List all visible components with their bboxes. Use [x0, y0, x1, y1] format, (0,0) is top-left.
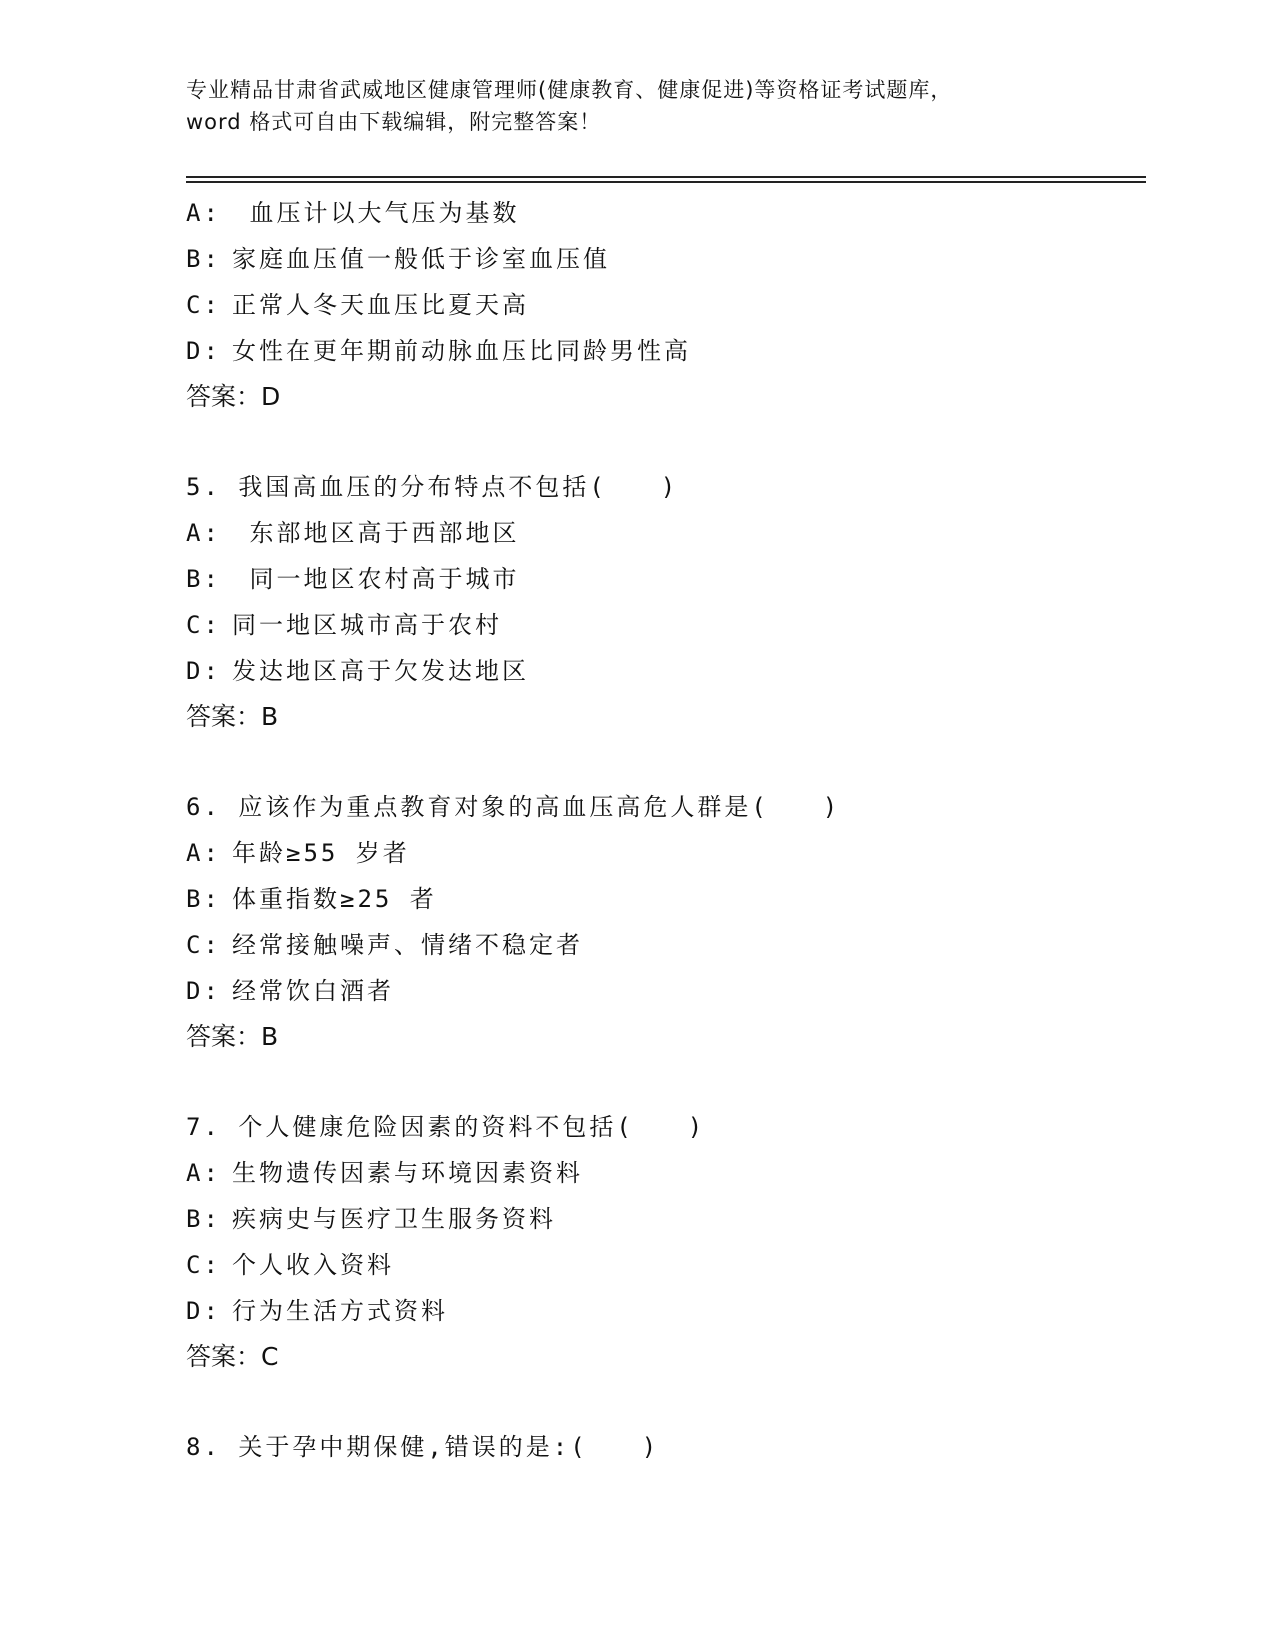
question-block-7 [186, 1104, 1146, 1380]
option-d [186, 328, 1146, 374]
option-text: 体重指数≥25 者 [232, 885, 437, 913]
option-a [186, 1150, 1146, 1196]
option-d [186, 1288, 1146, 1334]
header-divider-bottom [186, 181, 1146, 183]
spacer [186, 1060, 1146, 1104]
question-list [186, 190, 1146, 1470]
option-text: 正常人冬天血压比夏天高 [232, 291, 529, 319]
option-text: 发达地区高于欠发达地区 [232, 657, 529, 685]
option-text: 行为生活方式资料 [232, 1297, 448, 1325]
option-label: A: [186, 199, 221, 227]
question-stem: 5. 我国高血压的分布特点不包括( ) [186, 473, 679, 501]
option-label: A: [186, 519, 221, 547]
option-text: 同一地区城市高于农村 [232, 611, 502, 639]
option-label: A: [186, 1159, 221, 1187]
option-text: 同一地区农村高于城市 [232, 565, 520, 593]
option-b [186, 556, 1146, 602]
spacer [186, 740, 1146, 784]
spacer [186, 420, 1146, 464]
option-text: 东部地区高于西部地区 [232, 519, 520, 547]
option-text: 疾病史与医疗卫生服务资料 [232, 1205, 556, 1233]
option-c [186, 282, 1146, 328]
option-text: 生物遗传因素与环境因素资料 [232, 1159, 583, 1187]
option-label: C: [186, 1251, 221, 1279]
answer-line: 答案：D [186, 382, 281, 411]
option-label: A: [186, 839, 221, 867]
option-text: 经常接触噪声、情绪不稳定者 [232, 931, 583, 959]
question-block-5 [186, 464, 1146, 740]
question-stem: 7. 个人健康危险因素的资料不包括( ) [186, 1113, 706, 1141]
option-text: 年龄≥55 岁者 [232, 839, 410, 867]
option-text: 个人收入资料 [232, 1251, 394, 1279]
option-c [186, 602, 1146, 648]
answer-line: 答案：B [186, 702, 279, 731]
option-text: 女性在更年期前动脉血压比同龄男性高 [232, 337, 691, 365]
option-a [186, 190, 1146, 236]
option-label: C: [186, 291, 221, 319]
option-text: 经常饮白酒者 [232, 977, 394, 1005]
option-a [186, 510, 1146, 556]
header-line-1: 专业精品甘肃省武威地区健康管理师(健康教育、健康促进)等资格证考试题库， [186, 78, 953, 102]
option-b [186, 876, 1146, 922]
option-d [186, 648, 1146, 694]
option-d [186, 968, 1146, 1014]
question-block-8 [186, 1424, 1146, 1470]
option-a [186, 830, 1146, 876]
option-b [186, 236, 1146, 282]
option-label: B: [186, 245, 221, 273]
header-line-2: word 格式可自由下载编辑，附完整答案！ [186, 110, 602, 134]
option-label: D: [186, 657, 221, 685]
option-c [186, 1242, 1146, 1288]
question-block-6 [186, 784, 1146, 1060]
option-label: D: [186, 977, 221, 1005]
question-stem: 8. 关于孕中期保健,错误的是:( ) [186, 1433, 660, 1461]
question-block-4 [186, 190, 1146, 420]
option-text: 血压计以大气压为基数 [232, 199, 520, 227]
option-label: B: [186, 565, 221, 593]
option-label: C: [186, 611, 221, 639]
question-stem: 6. 应该作为重点教育对象的高血压高危人群是( ) [186, 793, 841, 821]
option-label: B: [186, 1205, 221, 1233]
option-label: C: [186, 931, 221, 959]
option-label: D: [186, 1297, 221, 1325]
option-b [186, 1196, 1146, 1242]
option-label: D: [186, 337, 221, 365]
spacer [186, 1380, 1146, 1424]
document-header [186, 74, 1146, 138]
option-text: 家庭血压值一般低于诊室血压值 [232, 245, 610, 273]
option-label: B: [186, 885, 221, 913]
option-c [186, 922, 1146, 968]
answer-line: 答案：B [186, 1022, 279, 1051]
header-divider-top [186, 176, 1146, 178]
answer-line: 答案：C [186, 1342, 279, 1371]
